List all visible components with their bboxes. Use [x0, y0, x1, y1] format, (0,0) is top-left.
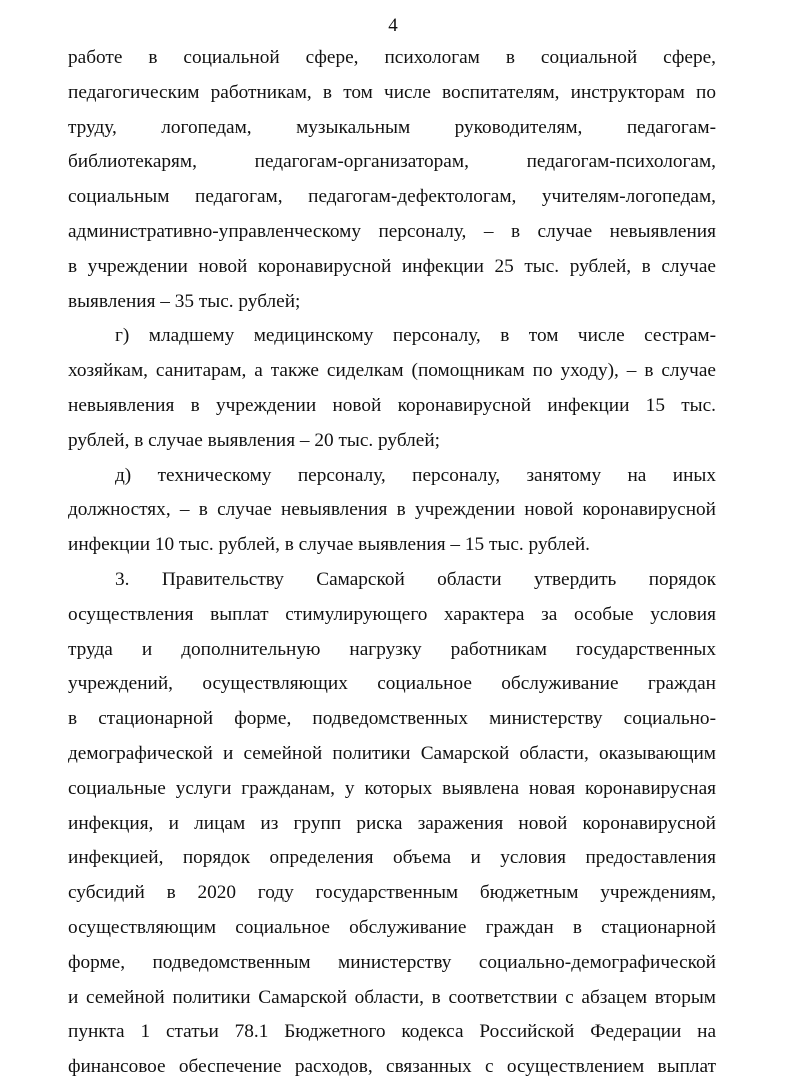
text-line: форме, подведомственным министерству социально-демографической: [68, 951, 716, 973]
text-line: невыявления в учреждении новой коронавирусной инфекции 15 тыс.: [68, 394, 716, 416]
text-line-clause-3: 3. Правительству Самарской области утвердить порядок: [115, 568, 716, 590]
text-line: в учреждении новой коронавирусной инфекции 25 тыс. рублей, в случае: [68, 255, 716, 277]
text-line-list-item-g: г) младшему медицинскому персоналу, в том числе сестрам-: [115, 325, 716, 347]
text-line: библиотекарям, педагогам-организаторам, педагогам-психологам,: [68, 151, 716, 173]
text-line: социальные услуги гражданам, у которых выявлена новая коронавирусная: [68, 777, 716, 799]
text-line: работе в социальной сфере, психологам в социальной сфере,: [68, 47, 716, 68]
text-line: должностях, – в случае невыявления в учреждении новой коронавирусной: [68, 499, 716, 521]
text-line: учреждений, осуществляющих социальное обслуживание граждан: [68, 673, 716, 695]
text-line: осуществления выплат стимулирующего характера за особые условия: [68, 603, 716, 625]
text-line: хозяйкам, санитарам, а также сиделкам (помощникам по уходу), – в случае: [68, 360, 716, 382]
text-line-paragraph-end: инфекции 10 тыс. рублей, в случае выявления – 15 тыс. рублей.: [68, 534, 590, 556]
text-line: административно-управленческому персоналу, – в случае невыявления: [68, 220, 716, 242]
text-line: финансовое обеспечение расходов, связанных с осуществлением выплат: [68, 1056, 716, 1078]
text-line: труду, логопедам, музыкальным руководителям, педагогам-: [68, 116, 716, 138]
text-line: в стационарной форме, подведомственных министерству социально-: [68, 708, 716, 730]
page-number: 4: [388, 15, 398, 36]
text-line: субсидий в 2020 году государственным бюджетным учреждениям,: [68, 882, 716, 904]
text-line: осуществляющим социальное обслуживание граждан в стационарной: [68, 916, 716, 938]
text-line: демографической и семейной политики Самарской области, оказывающим: [68, 742, 716, 764]
text-line-list-item-d: д) техническому персоналу, персоналу, занятому на иных: [115, 464, 716, 486]
text-line: труда и дополнительную нагрузку работникам государственных: [68, 638, 716, 660]
text-line: инфекцией, порядок определения объема и условия предоставления: [68, 847, 716, 869]
text-line: и семейной политики Самарской области, в соответствии с абзацем вторым: [68, 986, 716, 1008]
text-line: социальным педагогам, педагогам-дефектологам, учителям-логопедам,: [68, 186, 716, 208]
text-line: инфекция, и лицам из групп риска заражения новой коронавирусной: [68, 812, 716, 834]
document-body: [68, 41, 716, 1085]
text-line: педагогическим работникам, в том числе воспитателям, инструкторам по: [68, 81, 716, 103]
text-line-paragraph-end: рублей, в случае выявления – 20 тыс. рублей;: [68, 429, 441, 451]
text-line: пункта 1 статьи 78.1 Бюджетного кодекса Российской Федерации на: [68, 1021, 716, 1043]
text-line-paragraph-end: выявления – 35 тыс. рублей;: [68, 290, 301, 312]
